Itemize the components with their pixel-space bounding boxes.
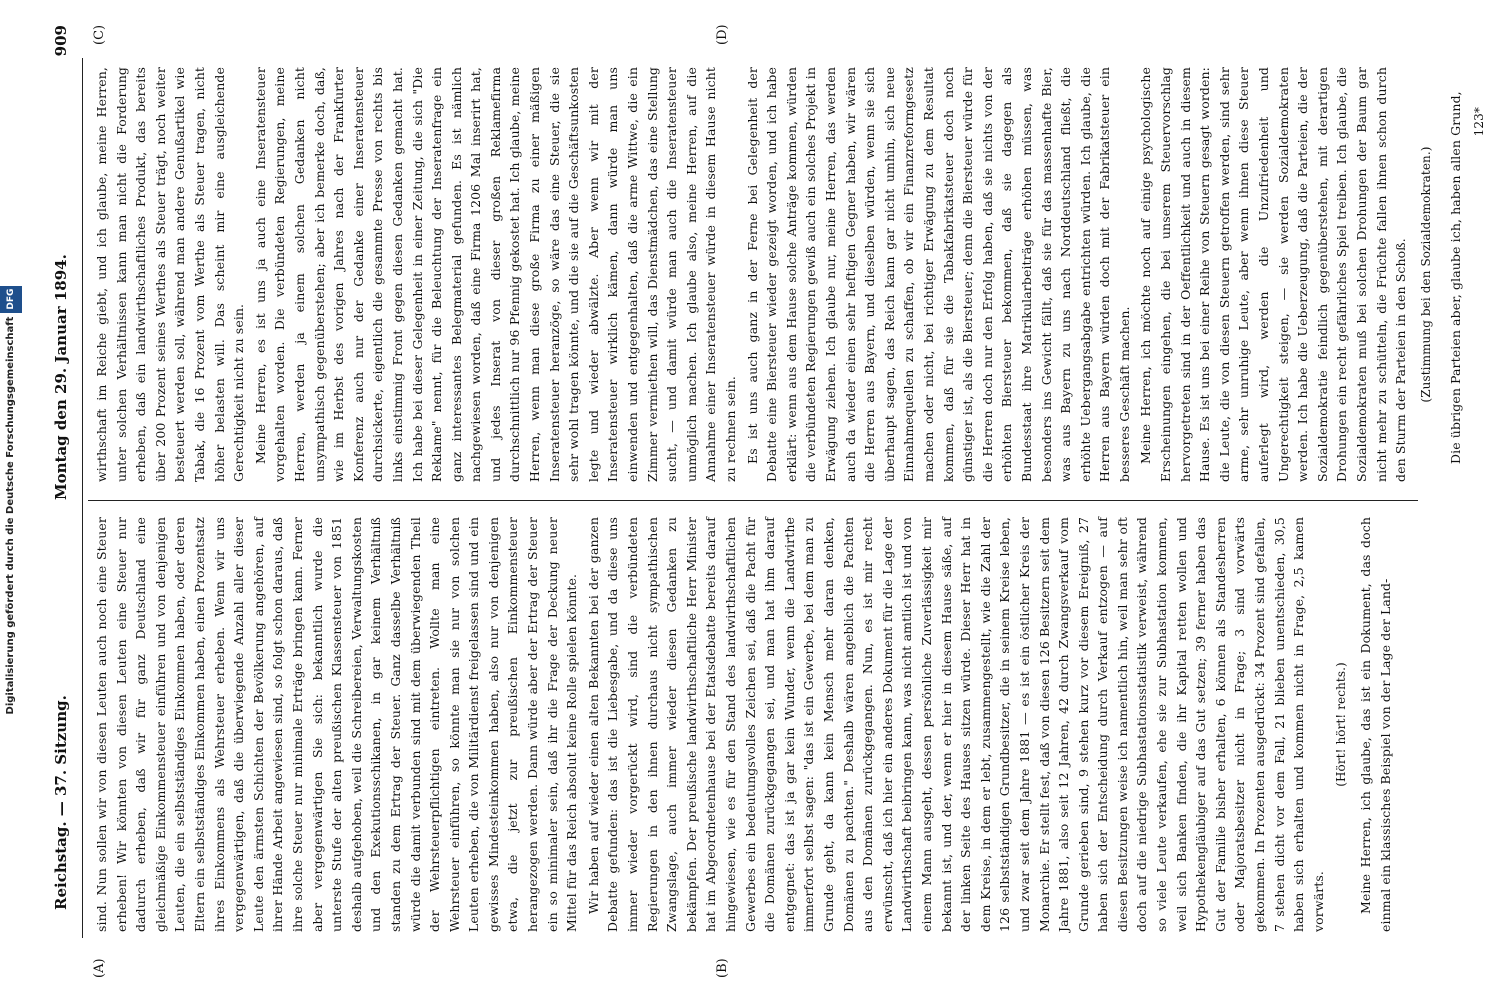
header-rule: [82, 58, 83, 938]
credit-text: Digitalisierung gefördert durch die Deutsche Forschungsgemeinschaft: [5, 316, 16, 715]
paragraph: Wir haben auf wieder einen alten Bekannten bei der ganzen Debatte gefunden: das ist die Liebesgabe, und da diese uns immer wieder vorgerückt wird, sind die verbündeten Regierungen in den ihnen durchaus nicht sympathischen Zwangslage, auch immer wieder diesen Gedanken zu bekämpfen. Der preußische landwirthschaftliche Herr Minister hat im Abgeordnetenhause bei der Etatsdebatte bereits darauf hingewiesen, wie es für den Stand des landwirthschaftlichen Gewerbes ein bedeutungsvolles Zeichen sei, daß die Pacht für die Domänen zurückgegangen sei, und man hat ihm darauf entgegnet: das ist ja gar kein Wunder, wenn die Landwirthe immerfort selbst sagen: "das ist ein Gewerbe, bei dem man zu Grunde geht, da kann kein Mensch mehr daran denken, Domänen zu pachten." Deshalb wären angeblich die Pachten aus den Domänen zurückgegangen. Nun, es ist mir recht erwünscht, daß ich hier ein anderes Dokument für die Lage der Landwirthschaft beibringen kann, was nicht amtlich ist und von einem Mann ausgeht, dessen persönliche Zuverlässigkeit mir bekannt ist, und der, wenn er hier in diesem Hause säße, auf der linken Seite des Hauses sitzen würde. Dieser Herr hat in dem Kreise, in dem er lebt, zusammengestellt, wie die Zahl der 126 selbstständigen Grundbesitzer, die in seinem Kreise leben, und zwar seit dem Jahre 1881 — es ist ein östlicher Kreis der Monarchie. Er stellt fest, daß von diesen 126 Besitzern seit dem Jahre 1881, also seit 12 Jahren, 42 durch Zwangsverkauf vom Grunde gerieben sind, 9 stehen kurz vor diesem Ereigniß, 27 haben sich der Entscheidung durch Verkauf entzogen — auf diesen Besitzungen weise ich namentlich hin, weil man sehr oft doch auf die niedrige Subhastationsstatistik verweist, während so viele Leute verkaufen, ehe sie zur Subhastation kommen, weil sich Banken finden, die ihr Kapital retten wollen und Hypothekengläubiger auf das Gut setzen; 39 ferner haben das Gut der Familie bisher erhalten, 6 können als Standesherren oder Majoratsbesitzer nicht in Frage; 3 sind vorwärts gekommen. In Prozenten ausgedrückt: 34 Prozent sind gefallen, 7 stehen dicht vor dem Fall, 21 blieben unentschieden, 30,5 haben sich erhalten und kommen nicht in Frage, 2,5 kamen vorwärts.: [585, 517, 1326, 932]
margin-mark-a: (A): [92, 958, 107, 978]
paragraph: Die übrigen Parteien aber, glaube ich, haben allen Grund,: [1448, 91, 1464, 464]
digitization-credit: [0, 0, 22, 1000]
dfg-logo: DFG: [0, 286, 22, 313]
paragraph: Es ist uns auch ganz in der Ferne bei Gelegenheit der Debatte eine Biersteuer wieder gezeigt worden, und ich habe erklärt: wenn aus dem Hause solche Anträge kommen, würden die verbündeten Regierungen gewiß auch ein solches Projekt in Erwägung ziehen. Ich glaube nur, meine Herren, das werden auch da wieder einen sehr heftigen Gegner haben, wir wären die Herren aus Bayern, und dieselben würden, wenn sie sich überhaupt sagen, das Reich kann gar nicht umhin, sich neue Einnahmequellen zu schaffen, ob wir ein Finanzreformgesetz machen oder nicht, bei richtiger Erwägung zu dem Resultat kommen, daß für sie die Tabakfabrikatsteuer doch noch günstiger ist, als die Biersteuer; denn die Biersteuer würde für die Herren doch nur den Erfolg haben, daß sie nichts von der erhöhten Biersteuer bekommen, daß sie dagegen als Bundesstaat ihre Matrikularbeiträge erhöhen müssen, was besonders ins Gewicht fällt, daß sie für das massenhafte Bier, was aus Bayern zu uns nach Norddeutschland fließt, die erhöhte Uebergangsabgabe entrichten würden. Ich glaube, die Herren aus Bayern würden doch mit der Fabrikatsteuer ein besseres Geschäft machen.: [744, 67, 1132, 482]
page-signature: 123*: [1471, 107, 1486, 137]
interjection: (Hört! hört! rechts.): [1334, 662, 1349, 787]
header-center: Montag den 29. Januar 1894.: [52, 254, 70, 500]
paragraph: Meine Herren, ich glaube, das ist ein Dokument, das doch einmal ein klassisches Beispiel von der Lage der Land-: [1358, 517, 1393, 932]
margin-mark-d: (D): [715, 24, 730, 45]
margin-mark-c: (C): [92, 24, 107, 45]
interjection: (Zustimmung bei den Sozialdemokraten.): [1418, 146, 1433, 403]
column-right: [92, 67, 1494, 482]
column-separator: [88, 500, 1418, 501]
paragraph: wirthschaft im Reiche giebt, und ich glaube, meine Herren, unter solchen Verhältnissen kann man nicht die Forderung erheben, daß ein landwirthschaftliches Produkt, das bereits über 200 Prozent seines Werthes als Steuer trägt, noch weiter besteuert werden soll, während man andere Genußartikel wie Tabak, die 16 Prozent vom Werthe als Steuer tragen, nicht höher belasten will. Das scheint mir eine ausgleichende Gerechtigkeit nicht zu sein.: [94, 67, 247, 482]
margin-mark-b: (B): [715, 958, 730, 978]
header-left: Reichstag. — 37. Sitzung.: [52, 695, 70, 910]
paragraph: sind. Nun sollen wir von diesen Leuten auch noch eine Steuer erheben! Wir könnten von diesen Leuten eine Steuer nur dadurch erheben, daß wir für ganz Deutschland eine gleichmäßige Einkommensteuer einführen und von denjenigen Leuten, die ein selbstständiges Einkommen haben, oder deren Eltern ein selbstständiges Einkommen haben, einen Prozentsatz ihres Einkommens als Wehrsteuer erheben. Wenn wir uns vergegenwärtigen, daß die überwiegende Anzahl aller dieser Leute den ärmsten Schichten der Bevölkerung angehören, auf ihrer Hände Arbeit angewiesen sind, so folgt schon daraus, daß ihre solche Steuer nur minimale Erträge bringen kann. Ferner aber vergegenwärtigen Sie sich: bekanntlich wurde die unterste Stufe der alten preußischen Klassensteuer von 1851 deshalb aufgehoben, weil die Schreibereien, Verwaltungskosten und den Exekutionsschikanen, in gar keinem Verhältniß standen zu dem Ertrag der Steuer. Ganz dasselbe Verhältniß würde die damit verbunden sind mit dem überwiegenden Theil der Wehrsteuerpflichtigen eintreten. Wollte man eine Wehrsteuer einführen, so könnte man sie nur von solchen Leuten erheben, die von Militärdienst freigelassen sind und ein gewisses Mindesteinkommen haben, also nur von denjenigen etwa, die jetzt zur preußischen Einkommensteuer herangezogen werden. Dann würde aber der Ertrag der Steuer ein so minimaler sein, daß ihr die Frage der Deckung neuer Mittel für das Reich absolut keine Rolle spielen könnte.: [94, 517, 580, 932]
paragraph: Meine Herren, ich möchte noch auf einige psychologische Erscheinungen eingehen, die bei unserem Steuervorschlag hervorgetreten sind in der Oeffentlichkeit und auch in diesem Hause. Es ist uns bei einer Reihe von Steuern gesagt worden: die Leute, die von diesen Steuern getroffen werden, sind sehr arme, sehr unruhige Leute, aber wenn ihnen diese Steuer auferlegt wird, werden die Unzufriedenheit und Ungerechtigkeit steigen, — sie werden Sozialdemokraten werden. Ich habe die Ueberzeugung, daß die Parteien, die der Sozialdemokratie feindlich gegenüberstehen, mit derartigen Drohungen ein recht gefährliches Spiel treiben. Ich glaube, die Sozialdemokraten muß bei solchen Drohungen der Baum gar nicht mehr zu schütteln, die Früchte fallen ihnen schon durch den Sturm der Parteien in den Schoß.: [1138, 67, 1409, 482]
page-number: 909: [52, 25, 70, 57]
column-left: [92, 517, 1397, 932]
paragraph: Meine Herren, es ist uns ja auch eine Inseratensteuer vorgehalten worden. Die verbündeten Regierungen, meine Herren, werden ja einem solchen Gedanken nicht unsympathisch gegenüberstehen; aber ich bemerke doch, daß, wie im Herbst des vorigen Jahres nach der Frankfurter Konferenz auch nur der Gedanke einer Inseratensteuer durchsickerte, eigentlich die gesammte Presse von rechts bis links einstimmig Front gegen diesen Gedanken gemacht hat. Ich habe bei dieser Gelegenheit in einer Zeitung, die sich "Die Reklame" nennt, für die Beleuchtung der Inseratenfrage ein ganz interessantes Belegmaterial gefunden. Es ist nämlich nachgewiesen worden, daß eine Firma 1206 Mal inserirt hat, und jedes Inserat von dieser großen Reklamefirma durchschnittlich nur 96 Pfennig gekostet hat. Ich glaube, meine Herren, wenn man diese große Firma zu einer mäßigen Inseratensteuer heranzöge, so wäre das eine Steuer, die sie sehr wohl tragen könnte, und die sie auf die Geschäftsunkosten legte und wieder abwälzte. Aber wenn wir mit der Inseratensteuer wirklich kämen, dann würde man uns einwenden und entgegenhalten, daß die arme Wittwe, die ein Zimmer vermiethen will, das Dienstmädchen, das eine Stellung sucht, — und damit würde man auch die Inseratensteuer unmöglich machen. Ich glaube also, meine Herren, auf die Annahme einer Inseratensteuer würde in diesem Hause nicht zu rechnen sein.: [252, 67, 738, 482]
